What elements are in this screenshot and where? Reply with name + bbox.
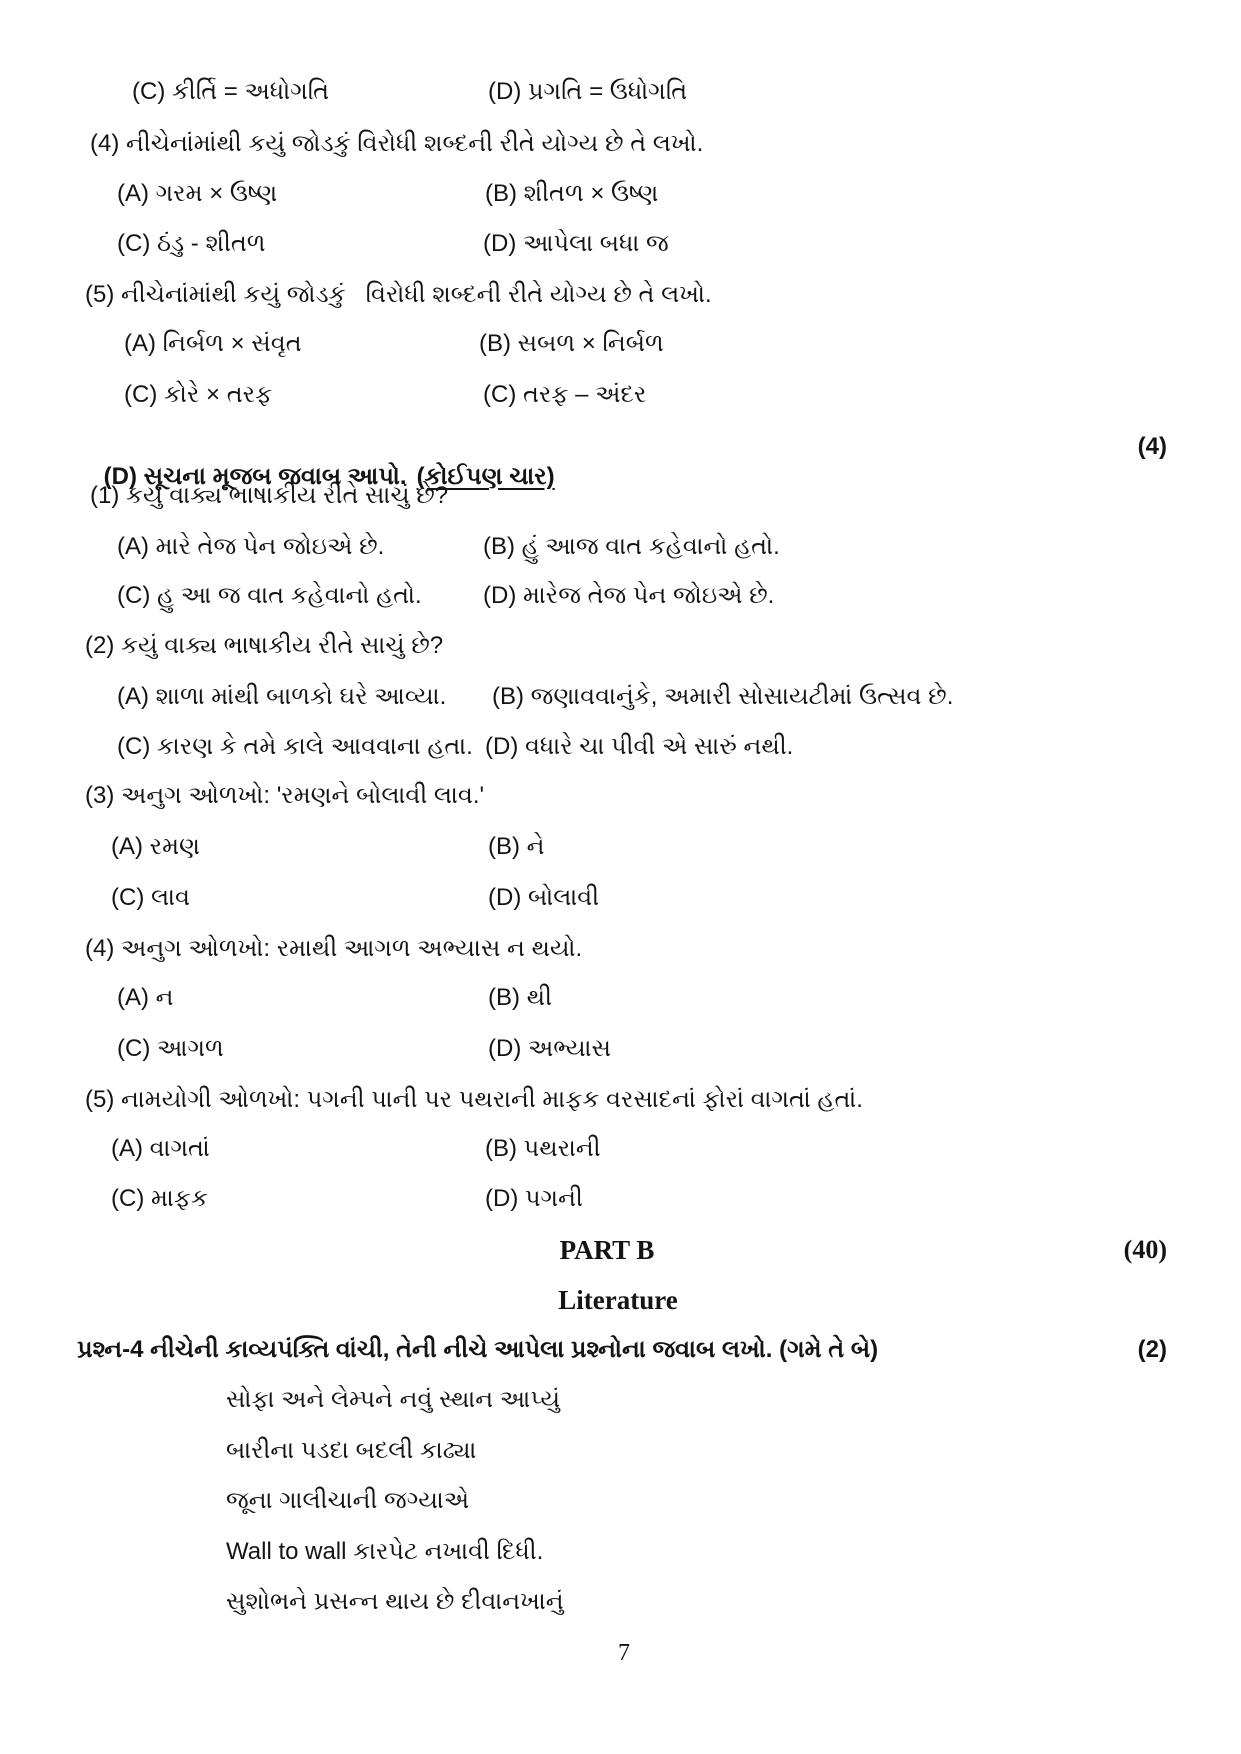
poem-line: સુશોભને પ્રસન્ન થાય છે દીવાનખાનું: [226, 1588, 564, 1615]
option-b: (B) હું આજ વાત કહેવાનો હતો.: [483, 533, 780, 560]
option-b: (B) ને: [488, 833, 545, 860]
option-b: (B) થી: [488, 984, 552, 1011]
option-d: (D) પગની: [485, 1185, 583, 1212]
option-a: (A) ગરમ × ઉષ્ણ: [117, 180, 278, 207]
poem-line: બારીના પડદા બદલી કાઢ્યા: [226, 1437, 477, 1464]
option-b: (B) શીતળ × ઉષ્ણ: [485, 180, 659, 207]
option-d: (D) બોલાવી: [488, 884, 600, 911]
poem-line: જૂના ગાલીચાની જગ્યાએ: [226, 1487, 470, 1514]
option-a: (A) રમણ: [111, 833, 200, 860]
option-d: (D) અભ્યાસ: [488, 1035, 611, 1062]
poem-line: સોફા અને લેમ્પને નવું સ્થાન આપ્યું: [226, 1386, 560, 1413]
option-d: (D) મારેજ તેજ પેન જોઇએ છે.: [483, 582, 775, 609]
option-c: (C) કોરે × તરફ: [124, 381, 273, 408]
option-a: (A) નિર્બળ × સંવૃત: [124, 330, 302, 357]
option-a: (A) વાગતાં: [111, 1135, 210, 1162]
question-prompt: પ્રશ્ન-4 નીચેની કાવ્યપંક્તિ વાંચી, તેની નીચે આપેલા પ્રશ્નોના જવાબ લખો. (ગમે તે બે): [77, 1336, 879, 1363]
section-heading-text: (D) સૂચના મૂજબ જવાબ આપો.: [103, 463, 407, 490]
option-d: (D) પ્રગતિ = ઉધોગતિ: [488, 78, 688, 105]
question-text: (4) નીચેનાંમાંથી કયું જોડકું વિરોધી શબ્દની રીતે યોગ્ય છે તે લખો.: [90, 130, 704, 157]
option-c: (C) ઠંડુ - શીતળ: [117, 230, 266, 257]
poem-line: Wall to wall કારપેટ નખાવી દિધી.: [226, 1538, 544, 1565]
option-c: (C) હુ આ જ વાત કહેવાનો હતો.: [117, 582, 422, 609]
option-a: (A) મારે તેજ પેન જોઇએ છે.: [117, 533, 385, 560]
question-marks: (2): [1137, 1336, 1167, 1363]
option-b: (B) પથરાની: [485, 1135, 601, 1162]
question-text: (2) કયું વાક્ય ભાષાકીય રીતે સાચું છે?: [85, 632, 444, 659]
option-d: (C) તરફ – અંદર: [483, 381, 647, 408]
option-c: (C) કીર્તિ = અધોગતિ: [132, 78, 330, 105]
part-subtitle: Literature: [558, 1285, 678, 1315]
question-text: (1) કયું વાક્ય ભાષાકીય રીતે સાચું છે?: [90, 482, 449, 509]
part-title: PART B: [559, 1235, 655, 1265]
option-a: (A) ન: [117, 984, 174, 1011]
option-d: (D) આપેલા બધા જ: [483, 230, 669, 257]
question-text: (5) નામયોગી ઓળખો: પગની પાની પર પથરાની માફક વરસાદનાં ફોરાં વાગતાં હતાં.: [85, 1086, 863, 1113]
option-c: (C) માફક: [111, 1185, 208, 1212]
question-text: (5) નીચેનાંમાંથી કયું જોડકું વિરોધી શબ્દની રીતે યોગ્ય છે તે લખો.: [85, 281, 712, 308]
part-marks: (40): [1123, 1235, 1167, 1264]
option-c: (C) લાવ: [111, 884, 190, 911]
section-d-marks: (4): [1137, 433, 1167, 460]
option-c: (C) આગળ: [117, 1035, 224, 1062]
question-text: (4) અનુગ ઓળખો: રમાથી આગળ અભ્યાસ ન થયો.: [85, 935, 583, 962]
option-a: (A) શાળા માંથી બાળકો ઘરે આવ્યા.: [117, 683, 447, 710]
option-b: (B) જણાવવાનુંકે, અમારી સોસાયટીમાં ઉત્સવ છે.: [492, 683, 954, 710]
option-c: (C) કારણ કે તમે કાલે આવવાના હતા.: [117, 733, 473, 760]
option-b: (B) સબળ × નિર્બળ: [479, 330, 664, 357]
option-d: (D) વધારે ચા પીવી એ સારું નથી.: [485, 733, 794, 760]
page-number: 7: [618, 1640, 630, 1666]
question-text: (3) અનુગ ઓળખો: 'રમણને બોલાવી લાવ.': [85, 782, 485, 809]
section-instruction: (કોઈપણ ચાર): [416, 463, 555, 490]
